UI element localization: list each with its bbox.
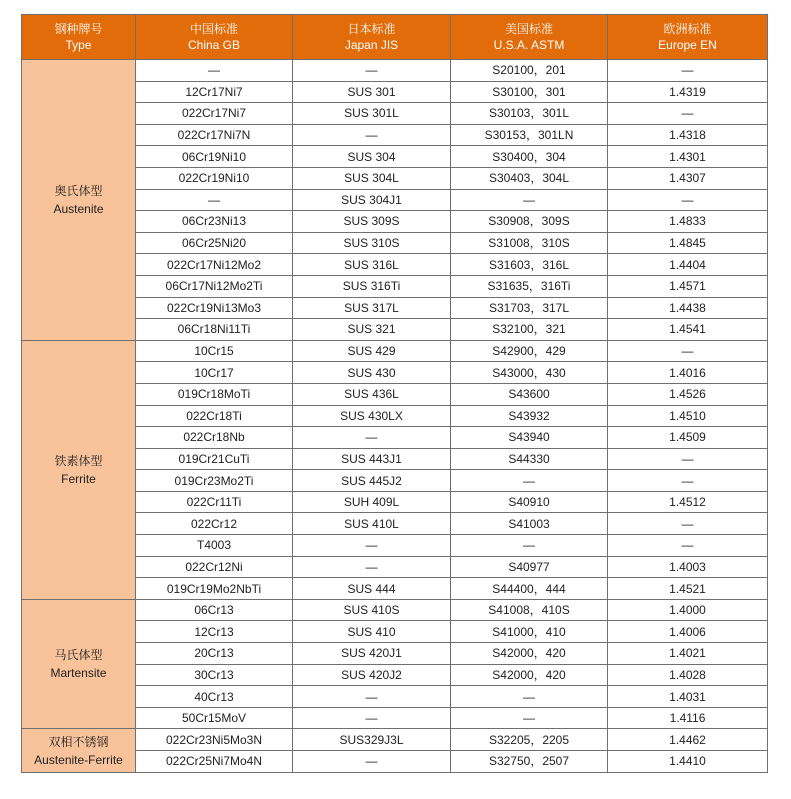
china-gb-cell: 022Cr25Ni7Mo4N xyxy=(136,751,293,773)
china-gb-cell: 019Cr21CuTi xyxy=(136,448,293,470)
europe-en-cell: — xyxy=(608,535,768,557)
china-gb-cell: 40Cr13 xyxy=(136,686,293,708)
japan-jis-cell: SUS 309S xyxy=(293,211,451,233)
europe-en-cell: 1.4307 xyxy=(608,167,768,189)
japan-jis-cell: SUS 410 xyxy=(293,621,451,643)
europe-en-cell: 1.4571 xyxy=(608,275,768,297)
usa-astm-cell: S30153，301LN xyxy=(451,124,608,146)
table-row xyxy=(22,60,768,82)
japan-jis-cell: SUS 430 xyxy=(293,362,451,384)
europe-en-cell: 1.4512 xyxy=(608,491,768,513)
japan-jis-cell: SUS 301L xyxy=(293,103,451,125)
usa-astm-cell: S42900，429 xyxy=(451,340,608,362)
steel-type-group xyxy=(22,599,136,729)
header-type-zh: 钢种牌号 xyxy=(54,22,103,36)
europe-en-cell: 1.4116 xyxy=(608,707,768,729)
japan-jis-cell: SUS 420J1 xyxy=(293,643,451,665)
usa-astm-cell: — xyxy=(451,189,608,211)
china-gb-cell: 20Cr13 xyxy=(136,643,293,665)
table-header xyxy=(22,15,768,60)
china-gb-cell: 12Cr13 xyxy=(136,621,293,643)
europe-en-cell: 1.4509 xyxy=(608,427,768,449)
steel-grade-comparison-table xyxy=(21,14,768,773)
china-gb-cell: 10Cr15 xyxy=(136,340,293,362)
china-gb-cell: 30Cr13 xyxy=(136,664,293,686)
usa-astm-cell: S32205，2205 xyxy=(451,729,608,751)
table-row xyxy=(22,340,768,362)
china-gb-cell: 022Cr18Nb xyxy=(136,427,293,449)
japan-jis-cell: SUS 410S xyxy=(293,599,451,621)
europe-en-cell: 1.4845 xyxy=(608,232,768,254)
usa-astm-cell: S31703，317L xyxy=(451,297,608,319)
china-gb-cell: 022Cr19Ni13Mo3 xyxy=(136,297,293,319)
usa-astm-cell: S31603，316L xyxy=(451,254,608,276)
china-gb-cell: 06Cr23Ni13 xyxy=(136,211,293,233)
europe-en-cell: 1.4016 xyxy=(608,362,768,384)
europe-en-cell: 1.4318 xyxy=(608,124,768,146)
europe-en-cell: 1.4541 xyxy=(608,319,768,341)
japan-jis-cell: SUS 410L xyxy=(293,513,451,535)
usa-astm-cell: S30403，304L xyxy=(451,167,608,189)
china-gb-cell: 022Cr23Ni5Mo3N xyxy=(136,729,293,751)
china-gb-cell: 019Cr23Mo2Ti xyxy=(136,470,293,492)
china-gb-cell: 022Cr19Ni10 xyxy=(136,167,293,189)
japan-jis-cell: SUS 444 xyxy=(293,578,451,600)
usa-astm-cell: S41000，410 xyxy=(451,621,608,643)
china-gb-cell: T4003 xyxy=(136,535,293,557)
europe-en-cell: — xyxy=(608,60,768,82)
usa-astm-cell: S41008，410S xyxy=(451,599,608,621)
china-gb-cell: 50Cr15MoV xyxy=(136,707,293,729)
europe-en-cell: 1.4301 xyxy=(608,146,768,168)
china-gb-cell: 019Cr19Mo2NbTi xyxy=(136,578,293,600)
japan-jis-cell: SUS 445J2 xyxy=(293,470,451,492)
usa-astm-cell: S44330 xyxy=(451,448,608,470)
usa-astm-cell: S30100，301 xyxy=(451,81,608,103)
usa-astm-cell: — xyxy=(451,707,608,729)
europe-en-cell: 1.4833 xyxy=(608,211,768,233)
header-japan-zh: 日本标准 xyxy=(347,22,396,36)
steel-type-en: Martensite xyxy=(50,666,107,681)
usa-astm-cell: S43932 xyxy=(451,405,608,427)
japan-jis-cell: SUS 317L xyxy=(293,297,451,319)
usa-astm-cell: S43000，430 xyxy=(451,362,608,384)
japan-jis-cell: SUS 301 xyxy=(293,81,451,103)
china-gb-cell: 022Cr12Ni xyxy=(136,556,293,578)
steel-type-en: Austenite xyxy=(53,201,104,216)
usa-astm-cell: S30103，301L xyxy=(451,103,608,125)
china-gb-cell: — xyxy=(136,60,293,82)
europe-en-cell: 1.4000 xyxy=(608,599,768,621)
japan-jis-cell: — xyxy=(293,535,451,557)
header-europe-en xyxy=(608,15,768,60)
japan-jis-cell: SUS329J3L xyxy=(293,729,451,751)
steel-type-group xyxy=(22,60,136,341)
usa-astm-cell: S42000，420 xyxy=(451,643,608,665)
europe-en-cell: — xyxy=(608,513,768,535)
header-type-en: Type xyxy=(65,38,92,52)
header-usa-astm xyxy=(451,15,608,60)
china-gb-cell: 022Cr17Ni12Mo2 xyxy=(136,254,293,276)
usa-astm-cell: — xyxy=(451,470,608,492)
china-gb-cell: 019Cr18MoTi xyxy=(136,383,293,405)
header-china-zh: 中国标准 xyxy=(189,22,238,36)
china-gb-cell: 022Cr17Ni7 xyxy=(136,103,293,125)
header-china-en: China GB xyxy=(187,38,241,52)
china-gb-cell: 06Cr17Ni12Mo2Ti xyxy=(136,275,293,297)
usa-astm-cell: S32750，2507 xyxy=(451,751,608,773)
japan-jis-cell: SUS 304 xyxy=(293,146,451,168)
usa-astm-cell: S20100，201 xyxy=(451,60,608,82)
usa-astm-cell: S43600 xyxy=(451,383,608,405)
china-gb-cell: 06Cr13 xyxy=(136,599,293,621)
japan-jis-cell: SUS 316L xyxy=(293,254,451,276)
japan-jis-cell: — xyxy=(293,124,451,146)
china-gb-cell: 022Cr18Ti xyxy=(136,405,293,427)
china-gb-cell: 10Cr17 xyxy=(136,362,293,384)
table-row xyxy=(22,729,768,751)
europe-en-cell: 1.4438 xyxy=(608,297,768,319)
usa-astm-cell: S41003 xyxy=(451,513,608,535)
japan-jis-cell: — xyxy=(293,427,451,449)
china-gb-cell: — xyxy=(136,189,293,211)
usa-astm-cell: — xyxy=(451,686,608,708)
header-type xyxy=(22,15,136,60)
table-row xyxy=(22,599,768,621)
china-gb-cell: 06Cr19Ni10 xyxy=(136,146,293,168)
europe-en-cell: 1.4021 xyxy=(608,643,768,665)
europe-en-cell: 1.4521 xyxy=(608,578,768,600)
europe-en-cell: 1.4031 xyxy=(608,686,768,708)
japan-jis-cell: SUS 304L xyxy=(293,167,451,189)
japan-jis-cell: SUS 420J2 xyxy=(293,664,451,686)
table-body xyxy=(22,60,768,773)
steel-type-group xyxy=(22,340,136,599)
usa-astm-cell: S30908，309S xyxy=(451,211,608,233)
header-europe-en-label: Europe EN xyxy=(658,38,717,52)
usa-astm-cell: S31635，316Ti xyxy=(451,275,608,297)
europe-en-cell: 1.4526 xyxy=(608,383,768,405)
europe-en-cell: 1.4003 xyxy=(608,556,768,578)
header-usa-zh: 美国标准 xyxy=(504,22,553,36)
europe-en-cell: — xyxy=(608,103,768,125)
japan-jis-cell: SUH 409L xyxy=(293,491,451,513)
steel-type-zh: 双相不锈钢 xyxy=(48,734,109,749)
europe-en-cell: 1.4319 xyxy=(608,81,768,103)
japan-jis-cell: — xyxy=(293,60,451,82)
steel-type-group xyxy=(22,729,136,772)
europe-en-cell: — xyxy=(608,189,768,211)
europe-en-cell: — xyxy=(608,448,768,470)
europe-en-cell: 1.4006 xyxy=(608,621,768,643)
japan-jis-cell: SUS 443J1 xyxy=(293,448,451,470)
usa-astm-cell: S40910 xyxy=(451,491,608,513)
china-gb-cell: 022Cr11Ti xyxy=(136,491,293,513)
usa-astm-cell: S43940 xyxy=(451,427,608,449)
header-china-gb xyxy=(136,15,293,60)
china-gb-cell: 022Cr12 xyxy=(136,513,293,535)
usa-astm-cell: S40977 xyxy=(451,556,608,578)
china-gb-cell: 06Cr18Ni11Ti xyxy=(136,319,293,341)
usa-astm-cell: — xyxy=(451,535,608,557)
europe-en-cell: 1.4410 xyxy=(608,751,768,773)
japan-jis-cell: SUS 316Ti xyxy=(293,275,451,297)
japan-jis-cell: SUS 430LX xyxy=(293,405,451,427)
europe-en-cell: — xyxy=(608,340,768,362)
header-japan-jis xyxy=(293,15,451,60)
usa-astm-cell: S30400，304 xyxy=(451,146,608,168)
china-gb-cell: 12Cr17Ni7 xyxy=(136,81,293,103)
usa-astm-cell: S31008，310S xyxy=(451,232,608,254)
china-gb-cell: 06Cr25Ni20 xyxy=(136,232,293,254)
usa-astm-cell: S44400，444 xyxy=(451,578,608,600)
europe-en-cell: 1.4462 xyxy=(608,729,768,751)
japan-jis-cell: — xyxy=(293,556,451,578)
europe-en-cell: 1.4404 xyxy=(608,254,768,276)
japan-jis-cell: SUS 436L xyxy=(293,383,451,405)
japan-jis-cell: SUS 321 xyxy=(293,319,451,341)
steel-type-en: Ferrite xyxy=(61,471,96,486)
japan-jis-cell: — xyxy=(293,751,451,773)
header-usa-en: U.S.A. ASTM xyxy=(493,38,565,52)
header-europe-zh: 欧洲标准 xyxy=(663,22,712,36)
japan-jis-cell: — xyxy=(293,707,451,729)
steel-type-zh: 马氏体型 xyxy=(54,648,103,663)
header-japan-en: Japan JIS xyxy=(344,38,399,52)
header-row xyxy=(22,15,768,60)
steel-type-en: Austenite-Ferrite xyxy=(34,752,123,767)
usa-astm-cell: S42000，420 xyxy=(451,664,608,686)
japan-jis-cell: — xyxy=(293,686,451,708)
china-gb-cell: 022Cr17Ni7N xyxy=(136,124,293,146)
japan-jis-cell: SUS 310S xyxy=(293,232,451,254)
steel-type-zh: 奥氏体型 xyxy=(54,183,103,198)
europe-en-cell: 1.4510 xyxy=(608,405,768,427)
japan-jis-cell: SUS 304J1 xyxy=(293,189,451,211)
japan-jis-cell: SUS 429 xyxy=(293,340,451,362)
steel-type-zh: 铁素体型 xyxy=(54,453,103,468)
europe-en-cell: 1.4028 xyxy=(608,664,768,686)
europe-en-cell: — xyxy=(608,470,768,492)
usa-astm-cell: S32100，321 xyxy=(451,319,608,341)
